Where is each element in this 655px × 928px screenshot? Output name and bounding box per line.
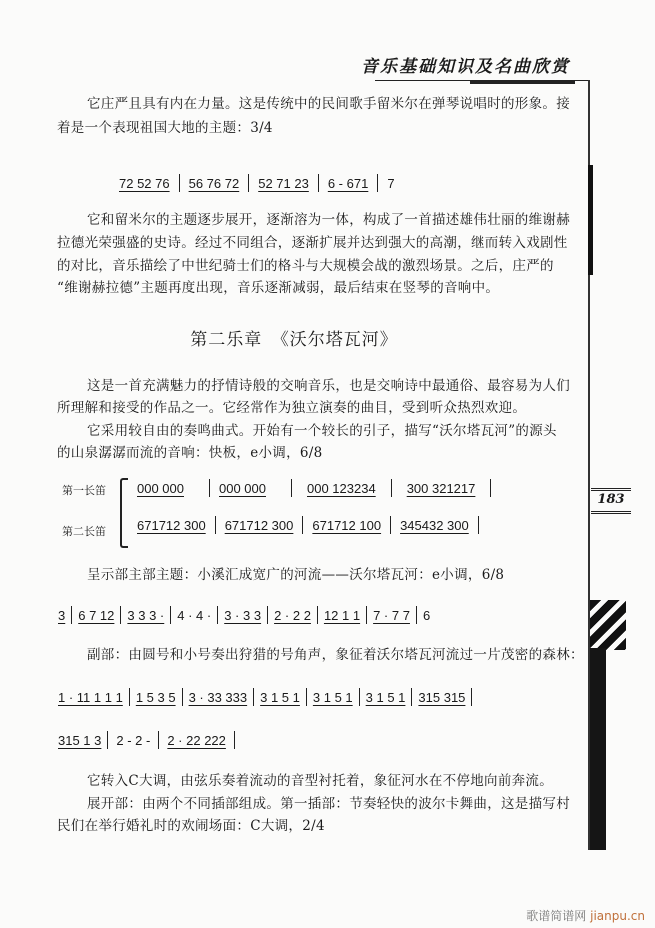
- header-rule-accent: [470, 80, 575, 84]
- notation-horn-theme-line1: [52, 688, 472, 706]
- measure: 000 000: [219, 480, 266, 496]
- paragraph-line: 的对比，音乐描绘了中世纪骑士们的格斗与大规模会战的激烈场景。之后，庄严的: [57, 258, 554, 274]
- measure: 52 71 23: [258, 175, 309, 191]
- page-number-tab: 183: [591, 488, 631, 514]
- measure: 1 · 11 1 1 1: [58, 689, 123, 705]
- flute2-staff: [128, 516, 479, 534]
- paragraph-line: 着是一个表现祖国大地的主题：3/4: [57, 120, 273, 136]
- paragraph-line: 它采用较自由的奏鸣曲式。开始有一个较长的引子，描写“沃尔塔瓦河”的源头: [87, 423, 557, 439]
- flute1-label: 第一长笛: [62, 484, 106, 497]
- measure: 315 1 3: [58, 732, 102, 748]
- measure: 56 76 72: [188, 175, 240, 191]
- measure: 2 · 2 2: [274, 607, 311, 623]
- measure: 1 5 3 5: [135, 689, 176, 705]
- measure: 3 1 5 1: [365, 689, 406, 705]
- measure: 3 3 3 ·: [127, 607, 165, 623]
- edge-stripes: [590, 600, 626, 650]
- measure: 300 321217: [406, 480, 476, 496]
- measure: 671712 300: [224, 517, 294, 533]
- measure: 7: [387, 175, 395, 191]
- edge-marker: [588, 165, 593, 275]
- measure: 315 315: [418, 689, 466, 705]
- paragraph-line: 它转入C大调，由弦乐奏着流动的音型衬托着，象征河水在不停地向前奔流。: [87, 773, 554, 789]
- paragraph-line: 所理解和接受的作品之一。它经常作为独立演奏的曲目，受到听众热烈欢迎。: [57, 400, 527, 416]
- subsection-label: 副部：由圆号和小号奏出狩猎的号角声，象征着沃尔塔瓦河流过一片茂密的森林：: [87, 647, 584, 663]
- paragraph-line: 它庄严且具有内在力量。这是传统中的民间歌手留米尔在弹琴说唱时的形象。接: [87, 96, 570, 112]
- measure: 6 7 12: [78, 607, 115, 623]
- measure: 3 · 33 333: [188, 689, 248, 705]
- measure: 72 52 76: [119, 175, 170, 191]
- paragraph-line: “维谢赫拉德”主题再度出现，音乐逐渐减弱，最后结束在竖琴的音响中。: [57, 280, 500, 296]
- edge-thumb-bar: [590, 648, 606, 850]
- measure: 3 · 3 3: [224, 607, 262, 623]
- measure: 345432 300: [400, 517, 469, 533]
- paragraph-line: 民们在举行婚礼时的欢闹场面：C大调，2/4: [57, 818, 325, 834]
- paragraph-line: 展开部：由两个不同插部组成。第一插部：节奏轻快的波尔卡舞曲，这是描写村: [87, 796, 570, 812]
- measure: 2 · 22 222: [167, 732, 226, 748]
- measure: 000 000: [137, 480, 184, 496]
- measure: 3 1 5 1: [312, 689, 353, 705]
- paragraph-line: 它和留米尔的主题逐步展开，逐渐溶为一体，构成了一首描述雄伟壮丽的维谢赫: [87, 212, 570, 228]
- paragraph-line: 拉德光荣强盛的史诗。经过不同组合，逐渐扩展并达到强大的高潮，继而转入戏剧性: [57, 235, 568, 251]
- watermark-url: jianpu.cn: [590, 909, 645, 923]
- notation-main-theme: [52, 606, 436, 624]
- flute2-label: 第二长笛: [62, 525, 106, 538]
- exposition-label: 呈示部主部主题：小溪汇成宽广的河流——沃尔塔瓦河：e小调，6/8: [87, 567, 505, 583]
- watermark: [526, 907, 645, 924]
- measure: 4 · 4 ·: [177, 607, 212, 623]
- measure: 6 - 671: [327, 175, 369, 191]
- watermark-cn: 歌谱简谱网: [526, 909, 587, 923]
- staff-bracket: [120, 478, 128, 548]
- section-title: 第二乐章 《沃尔塔瓦河》: [190, 330, 398, 350]
- paragraph-line: 这是一首充满魅力的抒情诗般的交响音乐，也是交响诗中最通俗、最容易为人们: [87, 378, 570, 394]
- measure: 000 123234: [307, 480, 376, 496]
- measure: 3: [58, 607, 66, 623]
- measure: 12 1 1: [323, 607, 361, 623]
- measure: 671712 300: [137, 517, 206, 533]
- book-title-header: 音乐基础知识及名曲欣赏: [361, 57, 570, 77]
- notation-theme: [110, 174, 404, 192]
- notation-horn-theme-line2: [52, 731, 235, 749]
- measure: 7 · 7 7: [373, 607, 410, 623]
- measure: 671712 100: [312, 517, 382, 533]
- measure: 6: [422, 607, 431, 623]
- measure: 3 1 5 1: [260, 689, 300, 705]
- flute1-staff: [128, 479, 491, 497]
- measure: 2 - 2 -: [116, 732, 151, 748]
- paragraph-line: 的山泉潺潺而流的音响：快板，e小调，6/8: [57, 445, 323, 461]
